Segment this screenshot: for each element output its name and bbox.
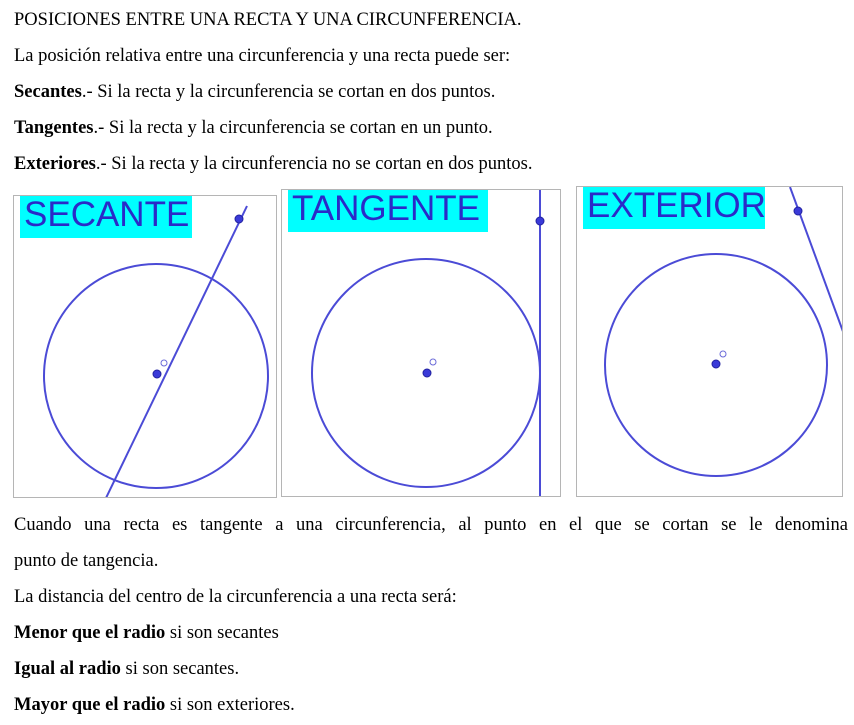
figure-exterior-drawing bbox=[577, 187, 842, 496]
center-label-point-tangente bbox=[430, 359, 436, 365]
figure-tangente bbox=[281, 189, 561, 497]
item-igual bbox=[14, 658, 239, 680]
item-exteriores bbox=[14, 153, 533, 175]
term-secantes: Secantes bbox=[14, 82, 82, 102]
text-igual: si son secantes. bbox=[120, 659, 240, 679]
item-mayor bbox=[14, 694, 295, 716]
term-mayor: Mayor que el radio bbox=[14, 695, 166, 715]
figure-exterior bbox=[576, 186, 843, 497]
page-title: POSICIONES ENTRE UNA RECTA Y UNA CIRCUNFERENCIA. bbox=[14, 10, 522, 30]
item-tangentes bbox=[14, 117, 493, 139]
label-exterior: EXTERIOR bbox=[583, 186, 765, 229]
tangency-paragraph-line1: Cuando una recta es tangente a una circunferencia, al punto en el que se cortan se le denomina bbox=[14, 515, 848, 535]
figure-tangente-drawing bbox=[282, 190, 560, 496]
line-secante bbox=[106, 206, 247, 497]
line-point-secante bbox=[235, 215, 243, 223]
tangency-paragraph-line2: punto de tangencia. bbox=[14, 551, 159, 571]
text-mayor: si son exteriores. bbox=[165, 695, 295, 715]
item-menor bbox=[14, 622, 279, 644]
center-point-secante bbox=[153, 370, 161, 378]
text-exteriores: .- Si la recta y la circunferencia no se cortan en dos puntos. bbox=[95, 154, 533, 174]
text-secantes: .- Si la recta y la circunferencia se cortan en dos puntos. bbox=[81, 82, 496, 102]
term-menor: Menor que el radio bbox=[14, 623, 166, 643]
term-igual: Igual al radio bbox=[14, 659, 121, 679]
distance-lead: La distancia del centro de la circunferencia a una recta será: bbox=[14, 587, 457, 607]
center-point-exterior bbox=[712, 360, 720, 368]
center-label-point-exterior bbox=[720, 351, 726, 357]
figure-secante bbox=[13, 195, 277, 498]
term-tangentes: Tangentes bbox=[14, 118, 94, 138]
label-secante: SECANTE bbox=[20, 195, 192, 238]
line-point-tangente bbox=[536, 217, 544, 225]
item-secantes bbox=[14, 81, 495, 103]
center-label-point-secante bbox=[161, 360, 167, 366]
line-point-exterior bbox=[794, 207, 802, 215]
text-tangentes: .- Si la recta y la circunferencia se cortan en un punto. bbox=[93, 118, 493, 138]
label-tangente: TANGENTE bbox=[288, 189, 488, 232]
text-menor: si son secantes bbox=[165, 623, 279, 643]
intro-lead: La posición relativa entre una circunferencia y una recta puede ser: bbox=[14, 46, 511, 66]
figure-secante-drawing bbox=[14, 196, 276, 497]
term-exteriores: Exteriores bbox=[14, 154, 96, 174]
center-point-tangente bbox=[423, 369, 431, 377]
